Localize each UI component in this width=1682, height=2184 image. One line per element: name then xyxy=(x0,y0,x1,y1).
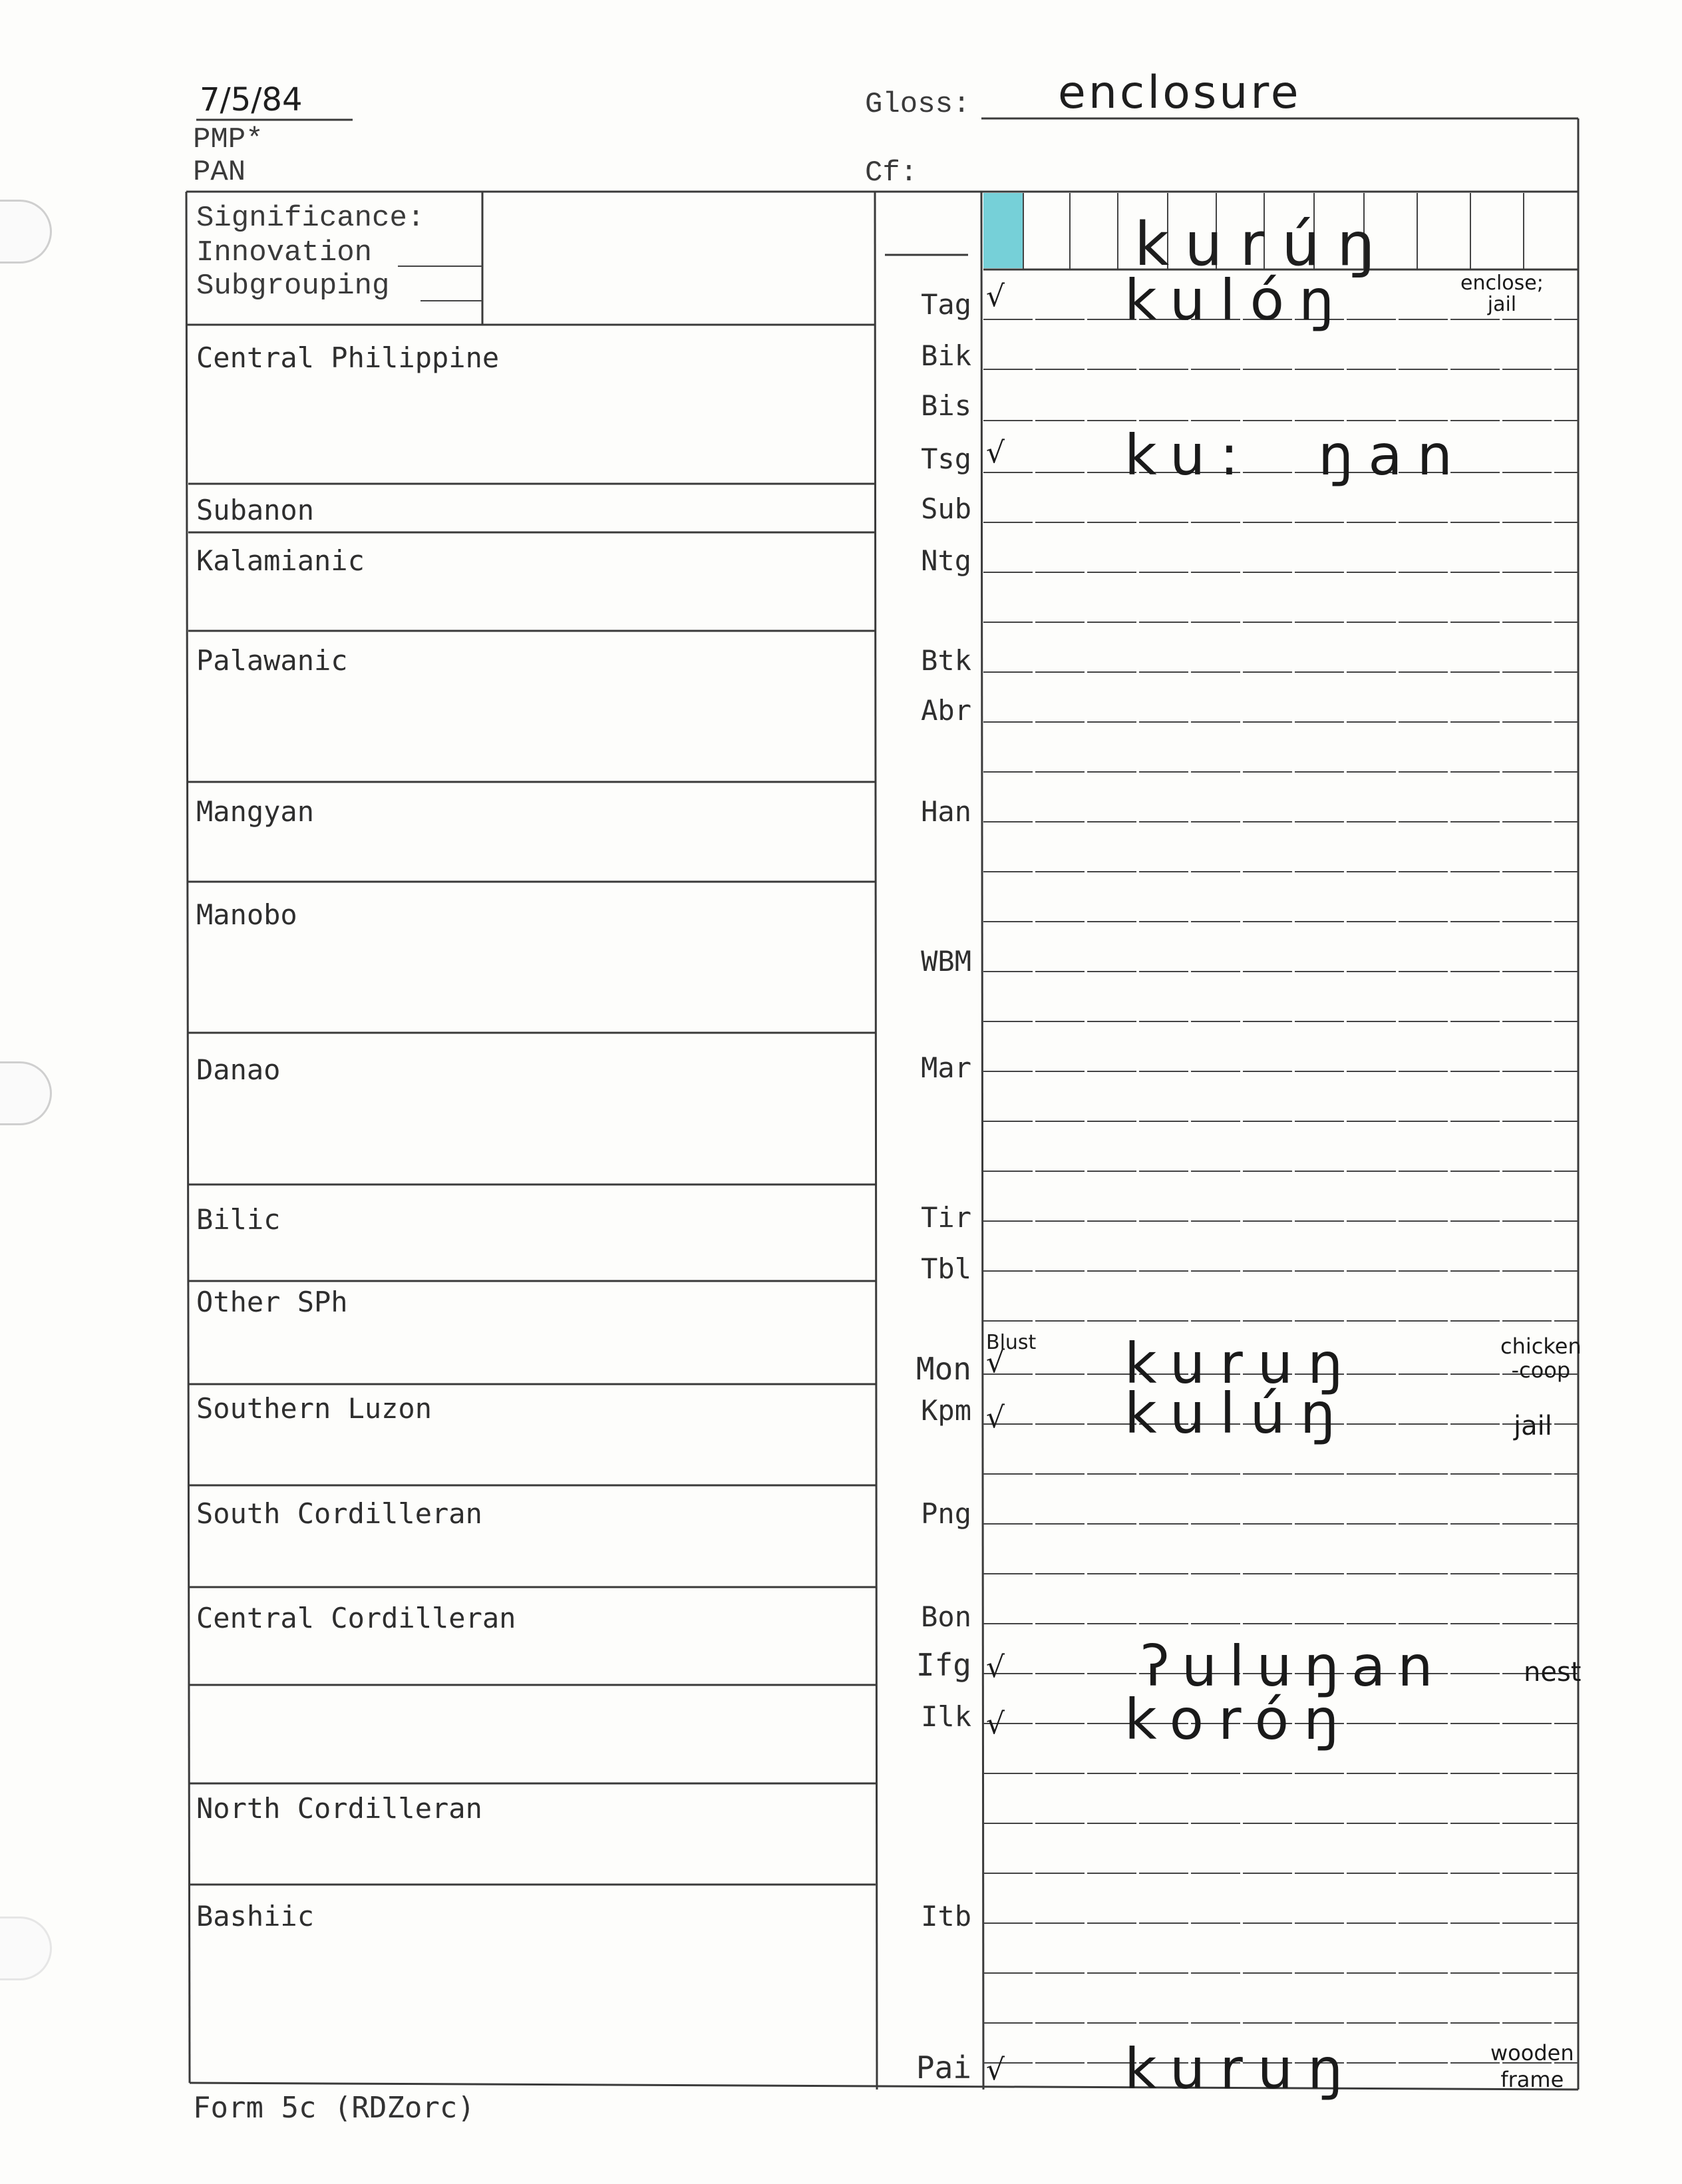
group-southern-luzon: Southern Luzon xyxy=(196,1392,432,1425)
lang-han: Han xyxy=(921,795,971,828)
lang-tag: Tag xyxy=(921,288,971,321)
group-other-sph: Other SPh xyxy=(196,1286,348,1318)
lang-bik: Bik xyxy=(921,339,971,372)
lang-ifg: Ifg xyxy=(916,1647,971,1683)
lang-tsg: Tsg xyxy=(921,443,971,475)
lang-ilk: Ilk xyxy=(921,1700,971,1733)
group-palawanic: Palawanic xyxy=(196,644,348,677)
entry-ilk-check: √ xyxy=(986,1707,1005,1741)
entry-tsg-check: √ xyxy=(986,436,1005,470)
entry-mon-note: chicken -coop xyxy=(1500,1334,1582,1383)
subgrouping-label: Subgrouping xyxy=(196,270,390,303)
entry-kpm-form: kulúŋ xyxy=(1124,1381,1351,1446)
lang-sub: Sub xyxy=(921,492,971,525)
gloss-label: Gloss: xyxy=(865,88,971,121)
group-central-cordilleran: Central Cordilleran xyxy=(196,1602,516,1634)
reconstruction-form: kurúŋ xyxy=(1134,210,1393,279)
lang-itb: Itb xyxy=(921,1900,971,1932)
pan-label: PAN xyxy=(193,156,246,189)
entry-kpm-note: jail xyxy=(1514,1411,1552,1441)
entry-pai-form: kuruŋ xyxy=(1124,2036,1358,2101)
gloss-value: enclosure xyxy=(1058,67,1301,119)
group-subanon: Subanon xyxy=(196,494,315,526)
lang-abr: Abr xyxy=(921,694,971,727)
group-central-philippine: Central Philippine xyxy=(196,341,500,374)
entry-mon-source: Blust xyxy=(986,1331,1037,1354)
group-south-cordilleran: South Cordilleran xyxy=(196,1497,482,1530)
pmp-label: PMP* xyxy=(193,123,263,156)
entry-kpm-check: √ xyxy=(986,1401,1005,1435)
entry-pai-check: √ xyxy=(986,2053,1005,2087)
lang-btk: Btk xyxy=(921,644,971,677)
entry-ifg-check: √ xyxy=(986,1650,1005,1684)
entry-tag-note: enclose; jail xyxy=(1460,272,1544,316)
group-kalamianic: Kalamianic xyxy=(196,544,365,577)
innovation-label: Innovation xyxy=(196,236,373,270)
lang-tir: Tir xyxy=(921,1201,971,1234)
lang-ntg: Ntg xyxy=(921,544,971,577)
entry-tag-form: kulóŋ xyxy=(1124,268,1349,333)
lang-bis: Bis xyxy=(921,389,971,422)
lang-pai: Pai xyxy=(916,2050,971,2086)
group-bilic: Bilic xyxy=(196,1203,281,1236)
form-footer: Form 5c (RDZorc) xyxy=(193,2091,475,2125)
group-danao: Danao xyxy=(196,1053,281,1086)
cf-label: Cf: xyxy=(865,156,918,190)
entry-mon-form: kuruŋ xyxy=(1124,1331,1358,1396)
entry-tsg-form: ku: ŋan xyxy=(1124,423,1467,488)
entry-ifg-form: ʔuluŋan xyxy=(1141,1634,1445,1699)
entry-tag-check: √ xyxy=(986,279,1005,313)
group-manobo: Manobo xyxy=(196,898,297,931)
entry-pai-note: wooden frame xyxy=(1490,2040,1574,2092)
lang-mar: Mar xyxy=(921,1051,971,1084)
lang-kpm: Kpm xyxy=(921,1394,971,1427)
group-bashiic: Bashiic xyxy=(196,1900,315,1932)
entry-ifg-note: nest xyxy=(1524,1657,1582,1688)
lang-wbm: WBM xyxy=(921,945,971,978)
group-north-cordilleran: North Cordilleran xyxy=(196,1792,482,1825)
lang-mon: Mon xyxy=(916,1351,971,1387)
entry-mon-check: √ xyxy=(986,1346,1005,1379)
entry-ilk-form: koróŋ xyxy=(1124,1687,1354,1752)
lang-bon: Bon xyxy=(921,1600,971,1633)
lang-tbl: Tbl xyxy=(921,1252,971,1285)
date: 7/5/84 xyxy=(200,81,303,118)
group-mangyan: Mangyan xyxy=(196,795,315,828)
significance-title: Significance: xyxy=(196,202,425,235)
lang-png: Png xyxy=(921,1497,971,1530)
